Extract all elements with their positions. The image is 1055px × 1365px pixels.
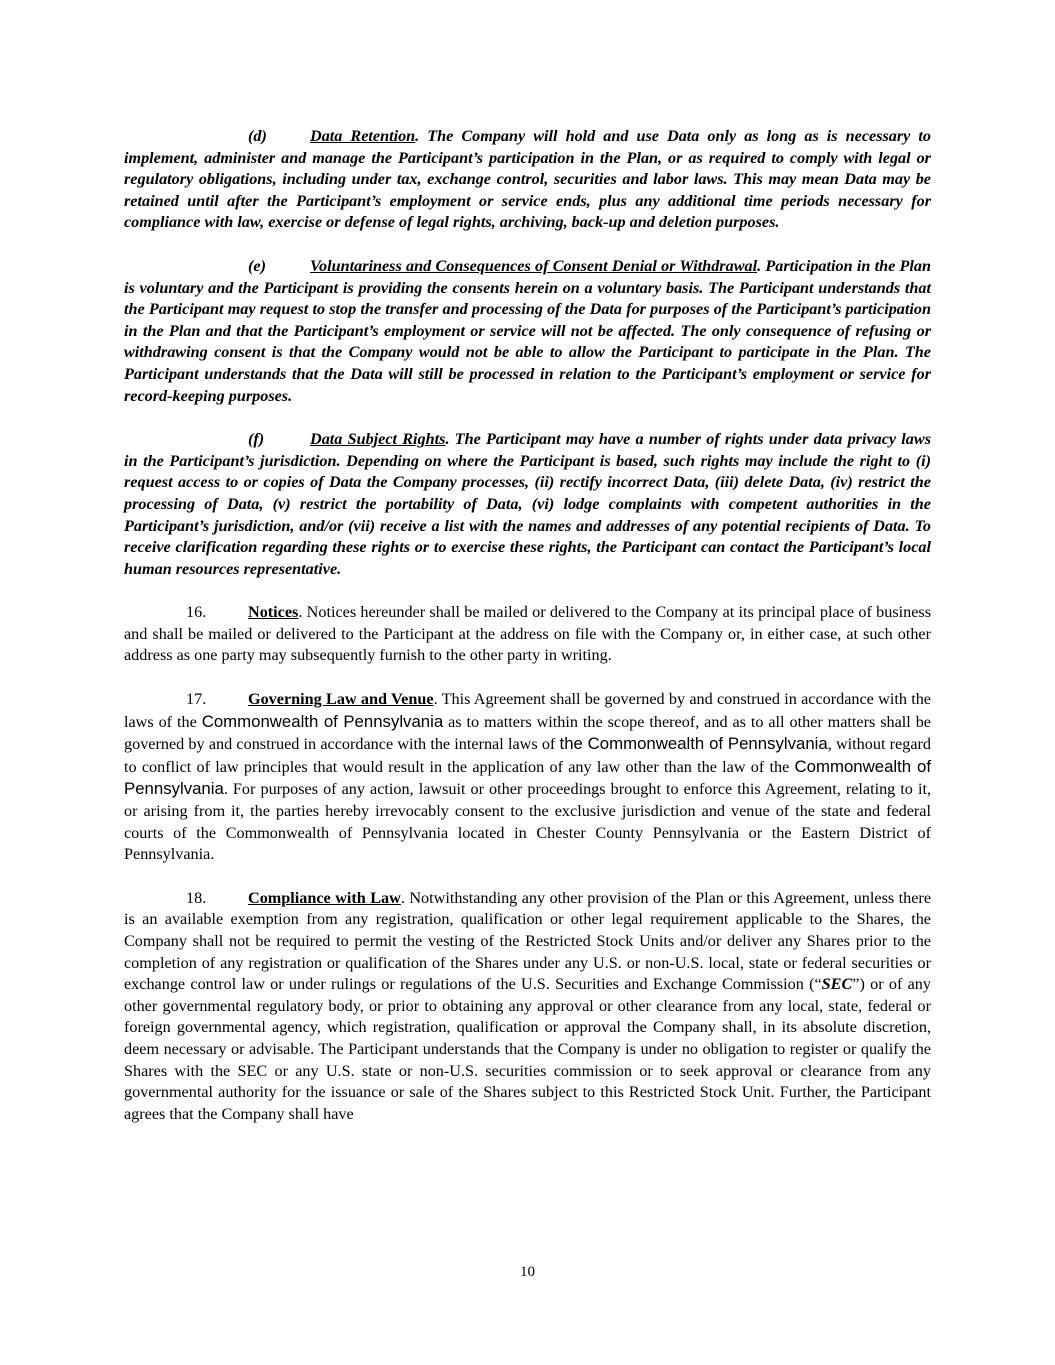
section-heading: Notices (248, 603, 299, 622)
section-text: as to matters within the scope thereof, and as to all other matters shall be governed by and construed in accordance with the internal laws of (124, 712, 931, 754)
section-text: ”) or of any other governmental regulatory body, or prior to obtaining any approval or other clearance from any local, state, federal or foreign governmental agency, which registration, qualification or approval the Company shall, in its absolute discretion, deem necessary or advisable. The Participant understands that the Company is under no obligation to register or qualify the Shares with the SEC or any U.S. state or non-U.S. securities commission or to seek approval or clearance from any governmental authority for the issuance or sale of the Shares subject to this Restricted Stock Unit. Further, the Participant agrees that the Company shall have (124, 975, 931, 1123)
section-number: 18. (186, 888, 207, 907)
section-heading: Governing Law and Venue (248, 690, 434, 709)
commonwealth-text: the Commonwealth of Pennsylvania (559, 734, 828, 754)
section-text: The Participant may have a number of rights under data privacy laws in the Participant’s jurisdiction. Depending on where the Participant is based, such rights may include the right to (i) request access to or copies of Data the Company processes, (ii) rectify incorrect Data, (iii) delete Data, (iv) restrict the processing of Data, (v) restrict the portability of Data, (vi) lodge complaints with competent authorities in the Participant’s jurisdiction, and/or (vii) receive a list with the names and addresses of any potential recipients of Data. To receive clarification regarding these rights or to exercise these rights, the Participant can contact the Participant’s local human resources representative. (124, 430, 931, 578)
section-heading: Data Subject Rights (310, 430, 446, 449)
section-e-voluntariness: (e) Voluntariness and Consequences of Consent Denial or Withdrawal. Participation in the Plan is voluntary and the Participant is providing the consents herein on a voluntary basis. The Participant understands that the Participant may request to stop the transfer and processing of the Data for purposes of the Participant’s participation in the Plan and that the Participant’s employment or service will not be affected. The only consequence of refusing or withdrawing consent is that the Company would not be able to allow the Participant to participate in the Plan. The Participant understands that the Data will still be processed in relation to the Participant’s employment or service for record-keeping purposes. (124, 256, 931, 405)
section-number: 17. (186, 690, 207, 709)
section-text: The Company will hold and use Data only as long as is necessary to implement, administer and manage the Participant’s participation in the Plan, or as required to comply with legal or regulatory obligations, including under tax, exchange control, securities and labor laws. This may mean Data may be retained until after the Participant’s employment or service ends, plus any additional time periods necessary for compliance with law, exercise or defense of legal rights, archiving, back-up and deletion purposes. (124, 127, 931, 232)
section-marker: (e) (248, 256, 266, 275)
section-heading: Data Retention (310, 127, 416, 145)
section-d-data-retention: (d) Data Retention. The Company will hold and use Data only as long as is necessary to implement, administer and manage the Participant’s participation in the Plan, or as required to comply with legal or regulatory obligations, including under tax, exchange control, securities and labor laws. This may mean Data may be retained until after the Participant’s employment or service ends, plus any additional time periods necessary for compliance with law, exercise or defense of legal rights, archiving, back-up and deletion purposes. (124, 127, 931, 232)
section-text: , without regard to conflict of law principles that would result in the application of any law other than the law of the (124, 735, 931, 776)
section-16-notices: 16. Notices. Notices hereunder shall be mailed or delivered to the Company at its principal place of business and shall be mailed or delivered to the Participant at the address on file with the Company or, in either case, at such other address as one party may subsequently furnish to the other party in writing. (124, 603, 931, 665)
section-heading: Compliance with Law (248, 888, 401, 907)
page-number: 10 (520, 1264, 535, 1280)
document-body (124, 126, 931, 1147)
section-text: Notwithstanding any other provision of the Plan or this Agreement, unless there is an available exemption from any registration, qualification or other legal requirement applicable to the Shares, the Company shall not be required to permit the vesting of the Restricted Stock Units and/or deliver any Shares prior to the completion of any registration or qualification of the Shares under any U.S. or non-U.S. local, state or federal securities or exchange control law or under rulings or regulations of the U.S. Securities and Exchange Commission (“ (124, 888, 931, 994)
section-17-governing-law: 17. Governing Law and Venue. This Agreement shall be governed by and construed in accordance with the laws of the Commonwealth of Pennsylvania as to matters within the scope thereof, and as to all other matters shall be governed by and construed in accordance with the internal laws of the Commonwealth of Pennsylvania, without regard to conflict of law principles that would result in the application of any law other than the law of the Commonwealth of Pennsylvania. For purposes of any action, lawsuit or other proceedings brought to enforce this Agreement, relating to it, or arising from it, the parties hereby irrevocably consent to the exclusive jurisdiction and venue of the state and federal courts of the Commonwealth of Pennsylvania located in Chester County Pennsylvania or the Eastern District of Pennsylvania. (124, 690, 931, 864)
section-18-compliance: 18. Compliance with Law. Notwithstanding any other provision of the Plan or this Agreement, unless there is an available exemption from any registration, qualification or other legal requirement applicable to the Shares, the Company shall not be required to permit the vesting of the Restricted Stock Units and/or deliver any Shares prior to the completion of any registration or qualification of the Shares under any U.S. or non-U.S. local, state or federal securities or exchange control law or under rulings or regulations of the U.S. Securities and Exchange Commission (“SEC”) or of any other governmental regulatory body, or prior to obtaining any approval or other clearance from any local, state, federal or foreign governmental agency, which registration, qualification or approval the Company shall, in its absolute discretion, deem necessary or advisable. The Participant understands that the Company is under no obligation to register or qualify the Shares with the SEC or any U.S. state or non-U.S. securities commission or to seek approval or clearance from any governmental authority for the issuance or sale of the Shares subject to this Restricted Stock Unit. Further, the Participant agrees that the Company shall have (124, 888, 931, 1123)
section-marker: (f) (248, 430, 265, 449)
section-heading: Voluntariness and Consequences of Consent Denial or Withdrawal (310, 256, 758, 275)
section-text: Notices hereunder shall be mailed or delivered to the Company at its principal place of business and shall be mailed or delivered to the Participant at the address on file with the Company or, in either case, at such other address as one party may subsequently furnish to the other party in writing. (124, 603, 931, 665)
section-text: Participation in the Plan is voluntary and the Participant is providing the consents herein on a voluntary basis. The Participant understands that the Participant may request to stop the transfer and processing of the Data for purposes of the Participant’s participation in the Plan and that the Participant’s employment or service will not be affected. The only consequence of refusing or withdrawing consent is that the Company would not be able to allow the Participant to participate in the Plan. The Participant understands that the Data will still be processed in relation to the Participant’s employment or service for record-keeping purposes. (124, 256, 931, 405)
section-number: 16. (186, 603, 207, 622)
commonwealth-text: Commonwealth of Pennsylvania (124, 756, 931, 799)
sec-term: SEC (821, 975, 853, 994)
section-marker: (d) (248, 127, 267, 145)
commonwealth-text: Commonwealth of Pennsylvania (201, 711, 444, 731)
section-f-data-subject-rights: (f) Data Subject Rights. The Participant may have a number of rights under data privacy laws in the Participant’s jurisdiction. Depending on where the Participant is based, such rights may include the right to (i) request access to or copies of Data the Company processes, (ii) rectify incorrect Data, (iii) delete Data, (iv) restrict the processing of Data, (v) restrict the portability of Data, (vi) lodge complaints with competent authorities in the Participant’s jurisdiction, and/or (vii) receive a list with the names and addresses of any potential recipients of Data. To receive clarification regarding these rights or to exercise these rights, the Participant can contact the Participant’s local human resources representative. (124, 430, 931, 578)
section-text: . For purposes of any action, lawsuit or other proceedings brought to enforce this Agreement, relating to it, or arising from it, the parties hereby irrevocably consent to the exclusive jurisdiction and venue of the state and federal courts of the Commonwealth of Pennsylvania located in Chester County Pennsylvania or the Eastern District of Pennsylvania. (124, 780, 931, 864)
section-text: This Agreement shall be governed by and construed in accordance with the laws of the (124, 690, 931, 731)
